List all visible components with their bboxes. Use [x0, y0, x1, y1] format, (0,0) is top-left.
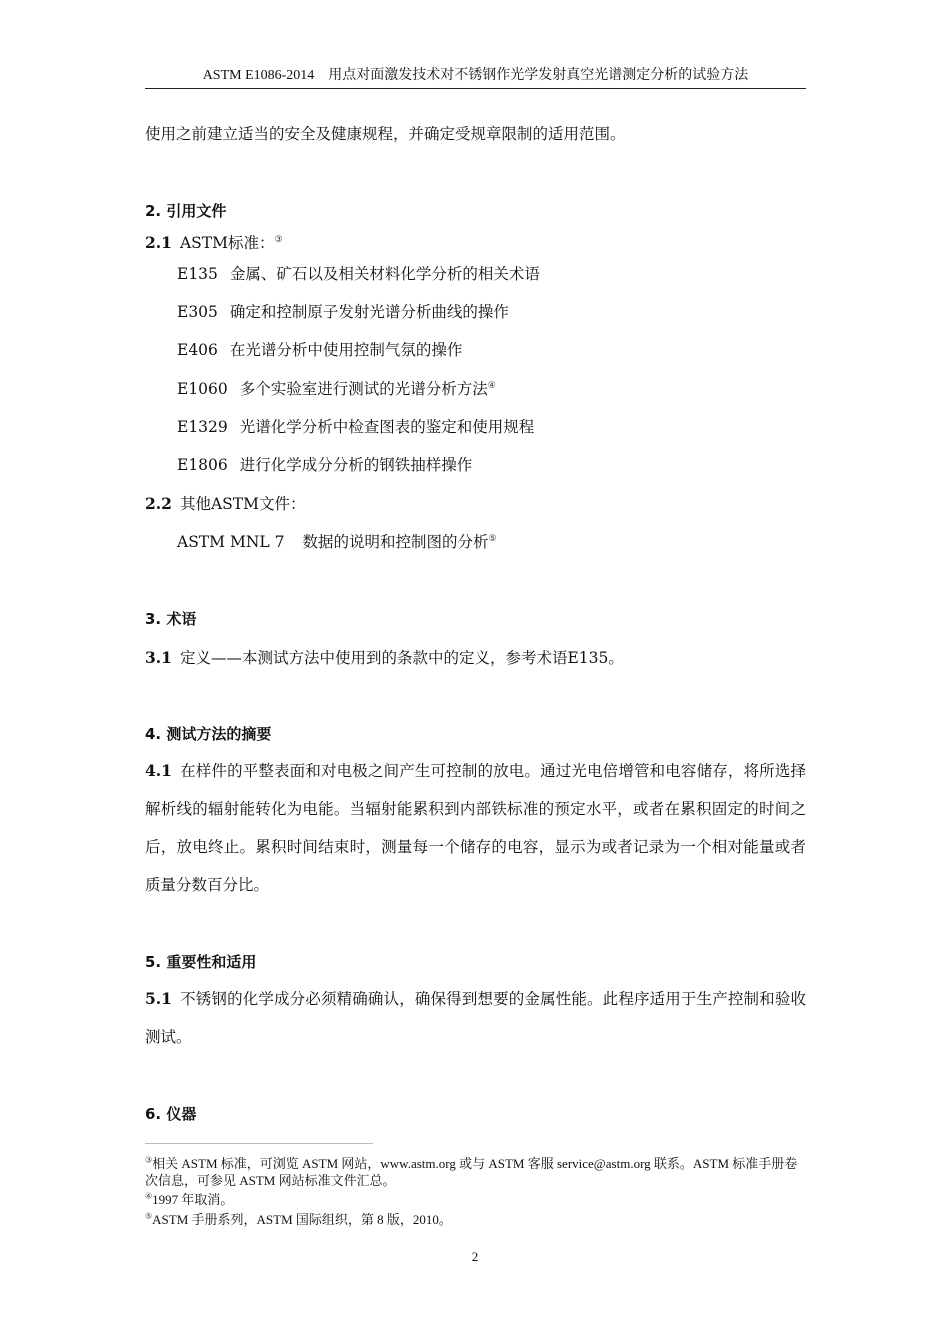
footnote	[145, 1211, 806, 1228]
standard-title: 进行化学成分分析的钢铁抽样操作	[239, 456, 473, 474]
footnote-ref: ③	[274, 234, 283, 245]
footnote-text: 1997 年取消。	[152, 1192, 234, 1207]
standard-title: 在光谱分析中使用控制气氛的操作	[229, 341, 463, 359]
footnote-mark: ⑤	[145, 1211, 153, 1221]
footnote-mark: ④	[145, 1191, 153, 1201]
standard-item	[177, 417, 534, 437]
section-6-heading: 6. 仪器	[145, 1105, 197, 1123]
footnote-separator	[145, 1143, 373, 1144]
standard-title: 确定和控制原子发射光谱分析曲线的操作	[229, 303, 509, 321]
clause-text: 其他ASTM文件：	[179, 495, 306, 513]
header-rule	[145, 88, 806, 89]
clause-2-1	[145, 233, 283, 253]
footnote	[145, 1155, 806, 1189]
standard-code: E1329	[177, 418, 228, 436]
standard-item	[177, 379, 496, 399]
standard-title: 多个实验室进行测试的光谱分析方法	[239, 380, 488, 398]
section-3-heading: 3. 术语	[145, 610, 197, 628]
section-5-heading: 5. 重要性和适用	[145, 953, 257, 971]
standard-title: 光谱化学分析中检查图表的鉴定和使用规程	[239, 418, 535, 436]
clause-5-1	[145, 980, 806, 1056]
clause-2-2	[145, 494, 306, 514]
clause-text: 不锈钢的化学成分必须精确确认，确保得到想要的金属性能。此程序适用于生产控制和验收测试。	[145, 990, 806, 1046]
standard-title: 金属、矿石以及相关材料化学分析的相关术语	[229, 265, 540, 283]
page-number: 2	[471, 1249, 479, 1264]
clause-4-1	[145, 752, 806, 904]
footnote-ref: ④	[487, 380, 496, 391]
standard-item	[177, 340, 462, 360]
document-code: ASTM MNL 7	[177, 533, 285, 551]
section-4-heading: 4. 测试方法的摘要	[145, 725, 272, 743]
clause-number: 2.2	[145, 494, 172, 513]
clause-number: 4.1	[145, 761, 172, 780]
intro-line: 使用之前建立适当的安全及健康规程，并确定受规章限制的适用范围。	[145, 125, 626, 143]
running-header: ASTM E1086-2014 用点对面激发技术对不锈钢作光学发射真空光谱测定分析的试验方法	[202, 68, 749, 83]
footnote	[145, 1191, 806, 1208]
footnote-mark: ③	[145, 1155, 153, 1165]
footnote-ref: ⑤	[488, 533, 497, 544]
footnote-text: 相关 ASTM 标准，可浏览 ASTM 网站，www.astm.org 或与 ASTM 客服 service@astm.org 联系。ASTM 标准手册卷次信息，可参见 ASTM 网站标准文件汇总。	[145, 1156, 798, 1188]
standard-item	[177, 455, 472, 475]
clause-number: 3.1	[145, 648, 172, 667]
standard-item	[177, 302, 509, 322]
standard-code: E1806	[177, 456, 228, 474]
standard-item	[177, 264, 540, 284]
clause-text: ASTM标准：	[179, 234, 275, 252]
section-2-heading: 2. 引用文件	[145, 202, 227, 220]
clause-number: 5.1	[145, 989, 172, 1008]
other-document-item	[177, 532, 497, 552]
standard-code: E135	[177, 265, 218, 283]
document-title: 数据的说明和控制图的分析	[302, 533, 489, 551]
clause-text: 定义——本测试方法中使用到的条款中的定义，参考术语E135。	[179, 649, 624, 667]
standard-code: E406	[177, 341, 218, 359]
standard-code: E1060	[177, 380, 228, 398]
clause-number: 2.1	[145, 233, 172, 252]
clause-3-1	[145, 648, 624, 668]
clause-text: 在样件的平整表面和对电极之间产生可控制的放电。通过光电倍增管和电容储存，将所选择解析线的辐射能转化为电能。当辐射能累积到内部铁标准的预定水平，或者在累积固定的时间之后，放电终止。累积时间结束时，测量每一个储存的电容，显示为或者记录为一个相对能量或者质量分数百分比。	[145, 762, 806, 894]
standard-code: E305	[177, 303, 218, 321]
footnote-text: ASTM 手册系列，ASTM 国际组织，第 8 版，2010。	[152, 1212, 452, 1227]
